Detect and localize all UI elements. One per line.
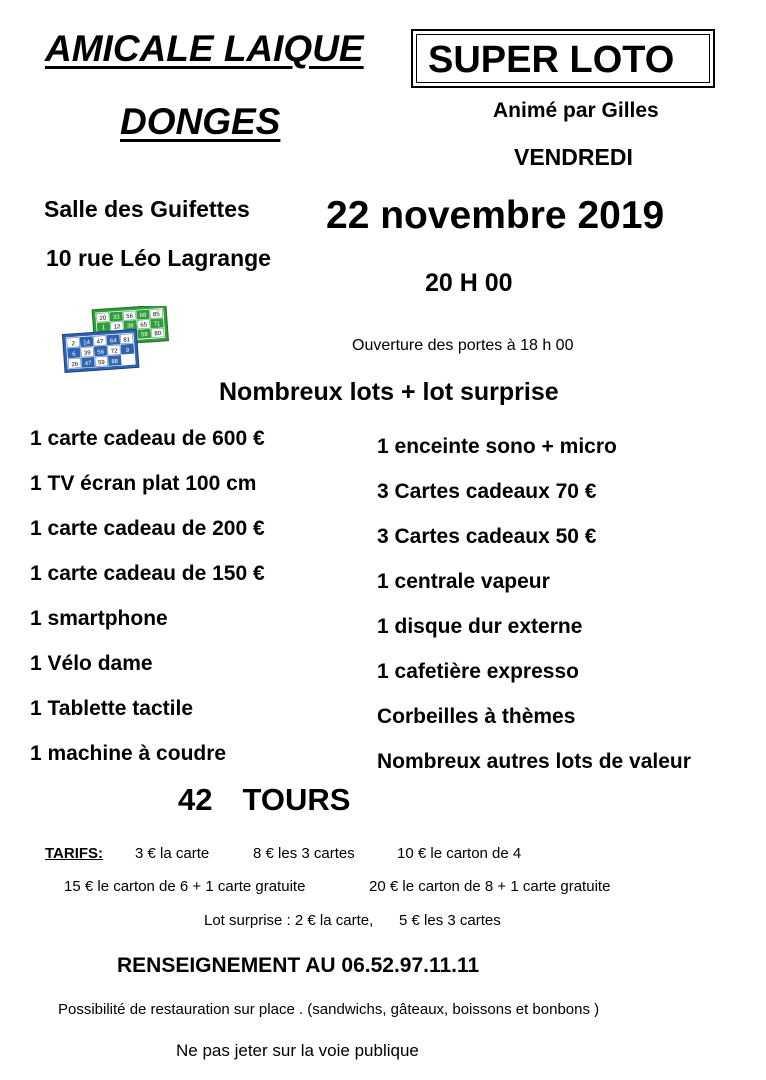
green-card-number: 58	[140, 331, 148, 339]
blue-card-number: 81	[123, 337, 131, 344]
doors-opening: Ouverture des portes à 18 h 00	[352, 337, 574, 354]
blue-card-number: 2	[71, 341, 76, 348]
prize-left-8: 1 machine à coudre	[30, 742, 227, 765]
event-date: 22 novembre 2019	[326, 194, 665, 237]
prize-right-7: Corbeilles à thèmes	[377, 705, 576, 728]
blue-card-number: 64	[109, 338, 117, 345]
blue-card-number: 14	[83, 340, 91, 347]
green-card-number: 12	[113, 324, 121, 331]
blue-card-number: 59	[97, 359, 106, 367]
prize-left-5: 1 smartphone	[30, 607, 168, 630]
prizes-headline: Nombreux lots + lot surprise	[219, 378, 559, 406]
organizer-name-line2: DONGES	[120, 101, 281, 142]
prize-right-4: 1 centrale vapeur	[377, 570, 550, 593]
green-card-number: 38	[126, 323, 134, 330]
blue-card-number: 47	[84, 360, 92, 368]
event-day: VENDREDI	[514, 144, 633, 170]
organizer-name-line1: AMICALE LAIQUE	[45, 28, 364, 69]
prize-left-2: 1 TV écran plat 100 cm	[30, 472, 257, 495]
price-carton-6: 15 € le carton de 6 + 1 carte gratuite	[64, 878, 306, 895]
event-time: 20 H 00	[425, 269, 513, 297]
blue-card-number: 56	[97, 349, 105, 356]
contact-info: RENSEIGNEMENT AU 06.52.97.11.11	[117, 954, 480, 977]
green-card-number: 85	[152, 311, 160, 319]
surprise-price-single: Lot surprise : 2 € la carte,	[204, 912, 374, 929]
green-card-number: 56	[126, 313, 134, 321]
venue-address: 10 rue Léo Lagrange	[46, 245, 271, 271]
prize-right-1: 1 enceinte sono + micro	[377, 435, 617, 458]
rounds-number: 42	[178, 782, 213, 817]
prize-left-4: 1 carte cadeau de 150 €	[30, 562, 265, 585]
prize-left-6: 1 Vélo dame	[30, 652, 153, 675]
price-carton-8: 20 € le carton de 8 + 1 carte gratuite	[369, 878, 611, 895]
prize-right-2: 3 Cartes cadeaux 70 €	[377, 480, 597, 503]
blue-card-number: 47	[96, 339, 104, 346]
price-single-card: 3 € la carte	[135, 845, 210, 862]
pricing-label: TARIFS:	[45, 845, 104, 862]
catering-info: Possibilité de restauration sur place . (sandwichs, gâteaux, boissons et bonbons )	[58, 1001, 600, 1018]
surprise-price-three: 5 € les 3 cartes	[399, 912, 501, 929]
blue-card-number: 9	[125, 347, 130, 354]
prize-right-6: 1 cafetière expresso	[377, 660, 579, 683]
rounds-count	[178, 782, 350, 818]
green-card-number: 80	[154, 330, 162, 338]
venue-name: Salle des Guifettes	[44, 196, 250, 222]
price-three-cards: 8 € les 3 cartes	[253, 845, 355, 862]
blue-card-number: 6	[72, 351, 76, 358]
green-card-number: 33	[112, 314, 120, 322]
prize-left-1: 1 carte cadeau de 600 €	[30, 427, 265, 450]
blue-card-number: 26	[71, 361, 79, 369]
green-card-number: 65	[140, 322, 148, 329]
prize-left-7: 1 Tablette tactile	[30, 697, 193, 720]
price-carton-4: 10 € le carton de 4	[397, 845, 522, 862]
blue-card-number: 72	[110, 348, 118, 356]
green-card-number: 71	[153, 321, 161, 328]
green-card-number: 20	[99, 315, 107, 322]
green-card-number: 68	[139, 312, 147, 320]
event-host: Animé par Gilles	[493, 99, 659, 122]
prize-right-3: 3 Cartes cadeaux 50 €	[377, 525, 597, 548]
event-title: SUPER LOTO	[428, 39, 675, 81]
blue-card-number: 88	[111, 358, 119, 366]
blue-card-number: 39	[83, 350, 91, 357]
green-card-number: 1	[101, 325, 106, 332]
loto-cards-icon	[60, 306, 172, 376]
prize-right-5: 1 disque dur externe	[377, 615, 583, 638]
prize-left-3: 1 carte cadeau de 200 €	[30, 517, 265, 540]
prize-right-8: Nombreux autres lots de valeur	[377, 750, 691, 773]
rounds-label: TOURS	[242, 782, 351, 817]
footer-notice: Ne pas jeter sur la voie publique	[176, 1041, 419, 1060]
